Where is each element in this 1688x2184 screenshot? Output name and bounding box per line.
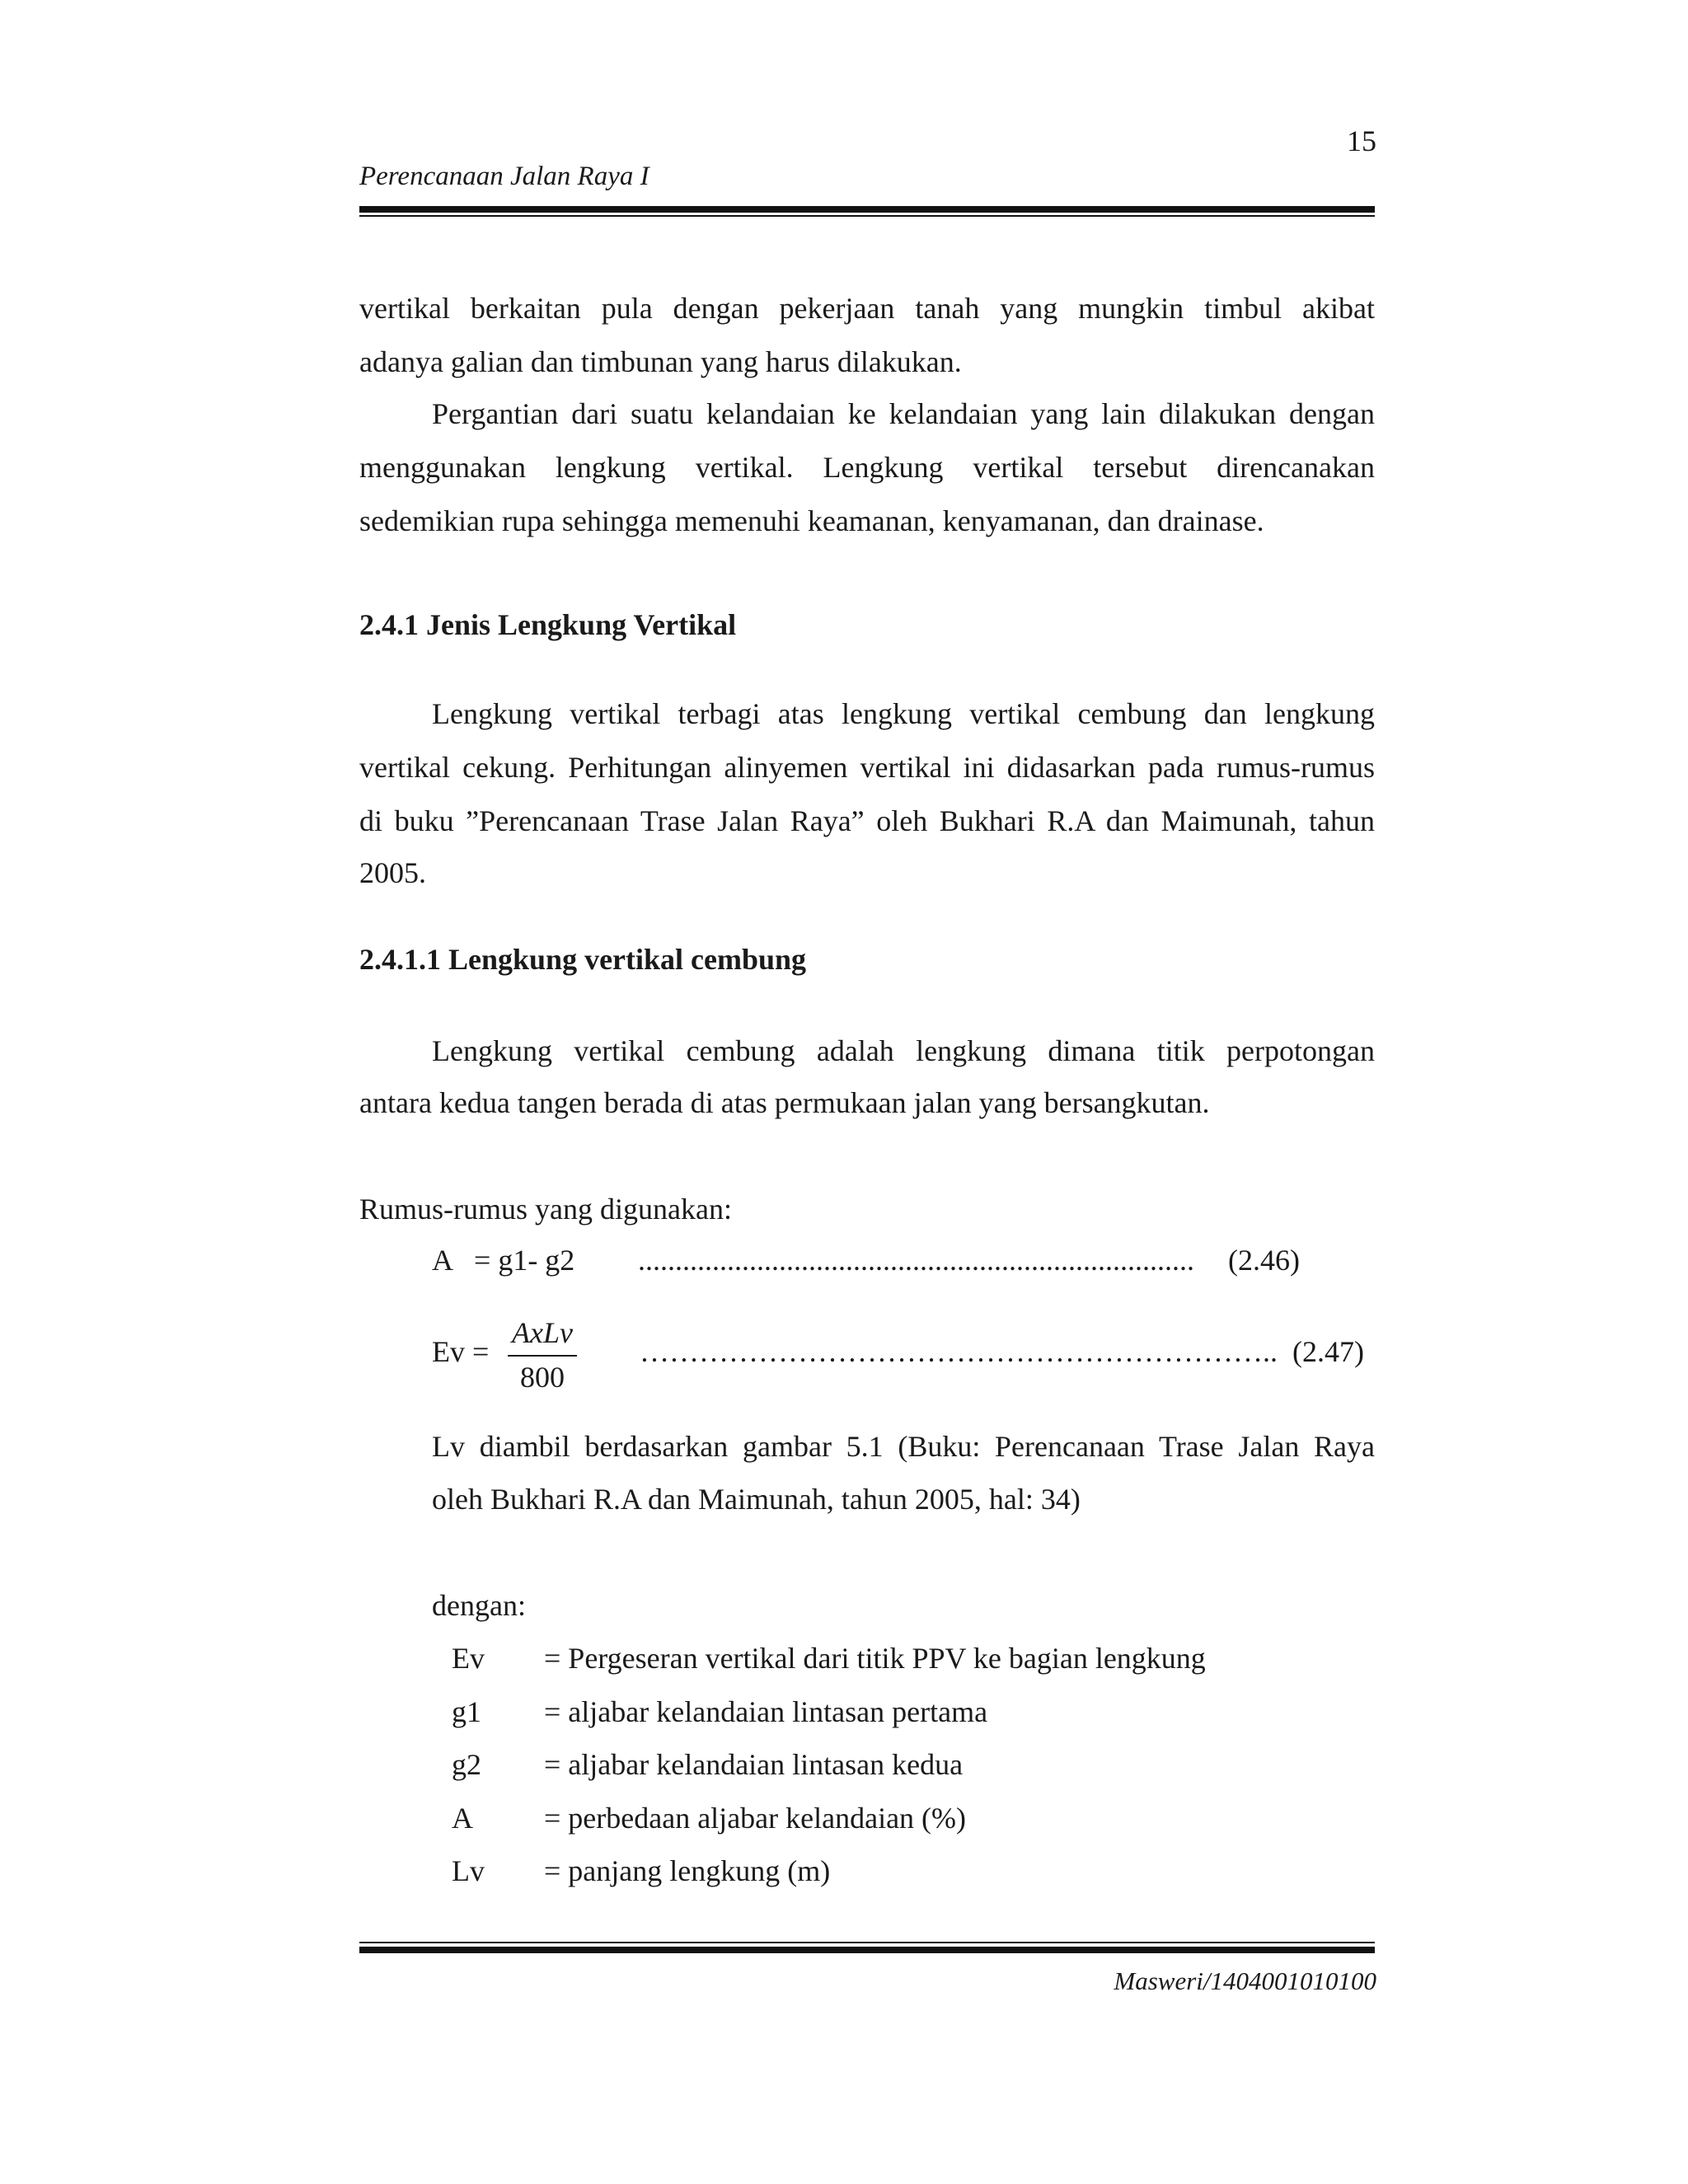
formula-number: (2.47) bbox=[1292, 1335, 1364, 1368]
definition-symbol: Ev bbox=[452, 1642, 485, 1675]
definition-symbol: Lv bbox=[452, 1854, 485, 1887]
paragraph-line: vertikal berkaitan pula dengan pekerjaan tanah yang mungkin timbul akibat bbox=[359, 292, 1375, 325]
footer-rule-thin bbox=[359, 1942, 1375, 1943]
formula-expression: A = g1- g2 bbox=[432, 1244, 575, 1277]
definition-row bbox=[432, 1792, 1375, 1845]
definition-symbol: g2 bbox=[452, 1748, 481, 1781]
header-rule-thin bbox=[359, 215, 1375, 217]
definitions-intro: dengan: bbox=[432, 1589, 526, 1622]
definition-row bbox=[432, 1844, 1375, 1898]
paragraph-line: Lv diambil berdasarkan gambar 5.1 (Buku: Perencanaan Trase Jalan Raya bbox=[432, 1430, 1375, 1463]
definition-description: = perbedaan aljabar kelandaian (%) bbox=[544, 1801, 967, 1835]
paragraph-line: Pergantian dari suatu kelandaian ke kelandaian yang lain dilakukan dengan bbox=[432, 397, 1375, 430]
paragraph-line: menggunakan lengkung vertikal. Lengkung vertikal tersebut direncanakan bbox=[359, 451, 1375, 484]
paragraph-line: sedemikian rupa sehingga memenuhi keamanan, kenyamanan, dan drainase. bbox=[359, 504, 1264, 537]
formula-intro: Rumus-rumus yang digunakan: bbox=[359, 1193, 732, 1226]
paragraph-line: oleh Bukhari R.A dan Maimunah, tahun 2005, hal: 34) bbox=[432, 1483, 1081, 1516]
fraction-bar bbox=[508, 1355, 577, 1357]
definition-row bbox=[432, 1685, 1375, 1739]
definition-description: = Pergeseran vertikal dari titik PPV ke bagian lengkung bbox=[544, 1642, 1206, 1675]
section-heading: 2.4.1 Jenis Lengkung Vertikal bbox=[359, 608, 737, 641]
paragraph-line: 2005. bbox=[359, 856, 426, 889]
paragraph-line: di buku ”Perencanaan Trase Jalan Raya” oleh Bukhari R.A dan Maimunah, tahun bbox=[359, 804, 1375, 837]
formula-leader-dots: ……………………………………………………….. bbox=[640, 1335, 1278, 1368]
footer-author-id: Masweri/1404001010100 bbox=[1114, 1966, 1376, 1995]
paragraph-line: Lengkung vertikal terbagi atas lengkung vertikal cembung dan lengkung bbox=[432, 697, 1375, 730]
definition-symbol: A bbox=[452, 1801, 473, 1835]
paragraph-line: adanya galian dan timbunan yang harus dilakukan. bbox=[359, 345, 962, 378]
running-title: Perencanaan Jalan Raya I bbox=[359, 162, 649, 191]
formula-expression: Ev = bbox=[432, 1335, 490, 1368]
subsection-heading: 2.4.1.1 Lengkung vertikal cembung bbox=[359, 943, 807, 976]
formula-number: (2.46) bbox=[1228, 1244, 1300, 1277]
page-number: 15 bbox=[1347, 124, 1376, 157]
paragraph-line: vertikal cekung. Perhitungan alinyemen vertikal ini didasarkan pada rumus-rumus bbox=[359, 751, 1375, 784]
fraction-denominator: 800 bbox=[520, 1361, 565, 1394]
formula-leader-dots: ........................................................................... bbox=[638, 1244, 1194, 1277]
paragraph-line: antara kedua tangen berada di atas permukaan jalan yang bersangkutan. bbox=[359, 1086, 1210, 1119]
paragraph-line: Lengkung vertikal cembung adalah lengkung dimana titik perpotongan bbox=[432, 1034, 1375, 1067]
footer-rule-thick bbox=[359, 1947, 1375, 1953]
header-rule-thick bbox=[359, 206, 1375, 213]
definition-description: = aljabar kelandaian lintasan pertama bbox=[544, 1694, 988, 1728]
definitions-list bbox=[432, 1632, 1375, 1898]
definition-symbol: g1 bbox=[452, 1694, 481, 1728]
formula-2-46 bbox=[432, 1234, 1375, 1287]
definition-description: = panjang lengkung (m) bbox=[544, 1854, 831, 1887]
definition-description: = aljabar kelandaian lintasan kedua bbox=[544, 1748, 964, 1781]
fraction-numerator: AxLv bbox=[512, 1316, 573, 1349]
fraction bbox=[508, 1316, 577, 1395]
definition-row bbox=[432, 1738, 1375, 1792]
definition-row bbox=[432, 1632, 1375, 1685]
